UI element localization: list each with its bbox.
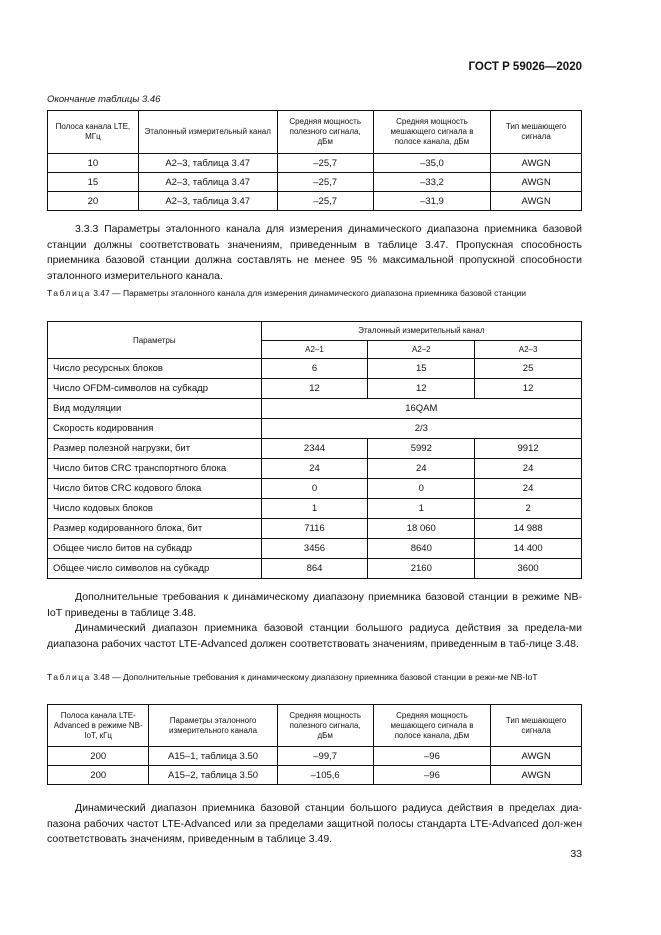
table-row bbox=[48, 154, 582, 173]
section-3-3-3-paragraph: 3.3.3 Параметры эталонного канала для измерения динамического диапазона приемника базовой станции должны соответствовать значениям, приведенным в таблице 3.47. Пропускная способность приемника базовой станции должна составлять не менее 95 % максимальной пропускной способности эталонного измерительного канала. bbox=[47, 223, 582, 282]
table-cell: 24 bbox=[368, 459, 475, 479]
table-cell: 1 bbox=[261, 499, 368, 519]
table-cell: –35,0 bbox=[373, 154, 490, 173]
table-cell: –31,9 bbox=[373, 192, 490, 211]
table-cell: AWGN bbox=[491, 747, 582, 766]
table-cell: 2344 bbox=[261, 439, 368, 459]
table-cell: 200 bbox=[48, 766, 149, 785]
caption-text: 3.47 — Параметры эталонного канала для измерения динамического диапазона приемника базовой станции bbox=[93, 288, 526, 298]
caption-label: Таблица bbox=[47, 288, 91, 298]
table-cell: 1 bbox=[368, 499, 475, 519]
row-label: Скорость кодирования bbox=[48, 419, 262, 439]
table-cell: 6 bbox=[261, 359, 368, 379]
table-cell: 25 bbox=[475, 359, 582, 379]
table-cell: 3456 bbox=[261, 539, 368, 559]
table-cell: AWGN bbox=[491, 154, 582, 173]
column-header: Тип мешающего сигнала bbox=[491, 111, 582, 154]
table-cell: 15 bbox=[48, 173, 139, 192]
table-cell: 15 bbox=[368, 359, 475, 379]
table-cell: 18 060 bbox=[368, 519, 475, 539]
table-cell: –25,7 bbox=[277, 173, 373, 192]
table-cell: 0 bbox=[368, 479, 475, 499]
table-cell: 2 bbox=[475, 499, 582, 519]
row-label: Общее число символов на субкадр bbox=[48, 559, 262, 579]
table-3-48-caption bbox=[47, 672, 582, 683]
table-cell: А15–2, таблица 3.50 bbox=[149, 766, 277, 785]
table-cell: А2–3, таблица 3.47 bbox=[138, 154, 277, 173]
table-cell: А15–1, таблица 3.50 bbox=[149, 747, 277, 766]
merged-cell: 16QAM bbox=[261, 399, 581, 419]
table-cell: –33,2 bbox=[373, 173, 490, 192]
table-cell: 7116 bbox=[261, 519, 368, 539]
nbiot-paragraph-1: Дополнительные требования к динамическому диапазону приемника базовой станции в режиме NB-IoT приведены в таблице 3.48. bbox=[47, 591, 582, 619]
table-cell: 14 400 bbox=[475, 539, 582, 559]
row-label: Число OFDM-символов на субкадр bbox=[48, 379, 262, 399]
table-cell: 2160 bbox=[368, 559, 475, 579]
table-cell: 20 bbox=[48, 192, 139, 211]
table-3-46 bbox=[47, 110, 582, 211]
table-cell: AWGN bbox=[491, 173, 582, 192]
column-header: А2–3 bbox=[475, 340, 582, 359]
table-cell: –105,6 bbox=[277, 766, 373, 785]
table-cell: 12 bbox=[261, 379, 368, 399]
column-header: Эталонный измерительный канал bbox=[138, 111, 277, 154]
table-cell: 3600 bbox=[475, 559, 582, 579]
table-header-row bbox=[48, 705, 582, 747]
table-cell: 864 bbox=[261, 559, 368, 579]
table-row bbox=[48, 173, 582, 192]
table-cell: 24 bbox=[475, 459, 582, 479]
table-cell: 14 988 bbox=[475, 519, 582, 539]
final-paragraph: Динамический диапазон приемника базовой станции большого радиуса действия в пределах диа-пазона рабочих частот LTE-Advanced или за пределами защитной полосы стандарта LTE-Advanced дол-жен соответствовать значениям, приведенным в таблице 3.49. bbox=[47, 802, 582, 845]
column-header: Средняя мощность мешающего сигнала в полосе канала, дБм bbox=[373, 111, 490, 154]
table-3-47 bbox=[47, 321, 582, 579]
column-header: А2–2 bbox=[368, 340, 475, 359]
caption-label: Таблица bbox=[47, 672, 91, 682]
table-cell: 12 bbox=[368, 379, 475, 399]
table-row bbox=[48, 766, 582, 785]
column-group-header: Эталонный измерительный канал bbox=[261, 322, 581, 341]
document-header: ГОСТ Р 59026—2020 bbox=[468, 61, 582, 73]
row-label: Число кодовых блоков bbox=[48, 499, 262, 519]
table-header-row bbox=[48, 111, 582, 154]
table-cell: 200 bbox=[48, 747, 149, 766]
column-header: А2–1 bbox=[261, 340, 368, 359]
table-cell: AWGN bbox=[491, 192, 582, 211]
row-label: Размер полезной нагрузки, бит bbox=[48, 439, 262, 459]
caption-text: 3.48 — Дополнительные требования к динамическому диапазону приемника базовой станции в режи-ме NB-IoT bbox=[93, 672, 538, 682]
table-cell: AWGN bbox=[491, 766, 582, 785]
table-row bbox=[48, 379, 582, 399]
table-continuation-caption: Окончание таблицы 3.46 bbox=[47, 94, 161, 105]
column-header: Параметры эталонного измерительного канала bbox=[149, 705, 277, 747]
table-row bbox=[48, 539, 582, 559]
table-cell: –99,7 bbox=[277, 747, 373, 766]
column-header: Полоса канала LTE-Advanced в режиме NB-IoT, кГц bbox=[48, 705, 149, 747]
table-cell: А2–3, таблица 3.47 bbox=[138, 192, 277, 211]
row-label: Число ресурсных блоков bbox=[48, 359, 262, 379]
column-header: Полоса канала LTE, МГц bbox=[48, 111, 139, 154]
column-header: Параметры bbox=[48, 322, 262, 359]
row-label: Размер кодированного блока, бит bbox=[48, 519, 262, 539]
table-cell: 24 bbox=[261, 459, 368, 479]
table-cell: 9912 bbox=[475, 439, 582, 459]
table-cell: –25,7 bbox=[277, 154, 373, 173]
table-row bbox=[48, 499, 582, 519]
row-label: Число битов CRC транспортного блока bbox=[48, 459, 262, 479]
row-label: Вид модуляции bbox=[48, 399, 262, 419]
column-header: Средняя мощность мешающего сигнала в полосе канала, дБм bbox=[373, 705, 490, 747]
table-cell: 8640 bbox=[368, 539, 475, 559]
table-row bbox=[48, 419, 582, 439]
table-3-47-caption bbox=[47, 288, 582, 299]
table-row bbox=[48, 479, 582, 499]
table-row bbox=[48, 459, 582, 479]
nbiot-paragraph-2: Динамический диапазон приемника базовой станции большого радиуса действия за предела-ми диапазона рабочих частот LTE-Advanced должен соответствовать значениям, приведенным в таб-лице 3.48. bbox=[47, 622, 582, 650]
table-cell: –96 bbox=[373, 766, 490, 785]
table-row bbox=[48, 747, 582, 766]
table-row bbox=[48, 399, 582, 419]
table-cell: 24 bbox=[475, 479, 582, 499]
row-label: Число битов CRC кодового блока bbox=[48, 479, 262, 499]
merged-cell: 2/3 bbox=[261, 419, 581, 439]
table-cell: –25,7 bbox=[277, 192, 373, 211]
table-row bbox=[48, 439, 582, 459]
table-row bbox=[48, 359, 582, 379]
table-cell: 10 bbox=[48, 154, 139, 173]
page-number: 33 bbox=[570, 848, 582, 860]
table-cell: 12 bbox=[475, 379, 582, 399]
table-row bbox=[48, 192, 582, 211]
column-header: Средняя мощность полезного сигнала, дБм bbox=[277, 705, 373, 747]
column-header: Тип мешающего сигнала bbox=[491, 705, 582, 747]
table-row bbox=[48, 559, 582, 579]
column-header: Средняя мощность полезного сигнала, дБм bbox=[277, 111, 373, 154]
table-row bbox=[48, 519, 582, 539]
table-cell: –96 bbox=[373, 747, 490, 766]
table-cell: 5992 bbox=[368, 439, 475, 459]
table-header-row bbox=[48, 322, 582, 341]
row-label: Общее число битов на субкадр bbox=[48, 539, 262, 559]
table-3-48 bbox=[47, 704, 582, 785]
table-cell: 0 bbox=[261, 479, 368, 499]
table-cell: А2–3, таблица 3.47 bbox=[138, 173, 277, 192]
